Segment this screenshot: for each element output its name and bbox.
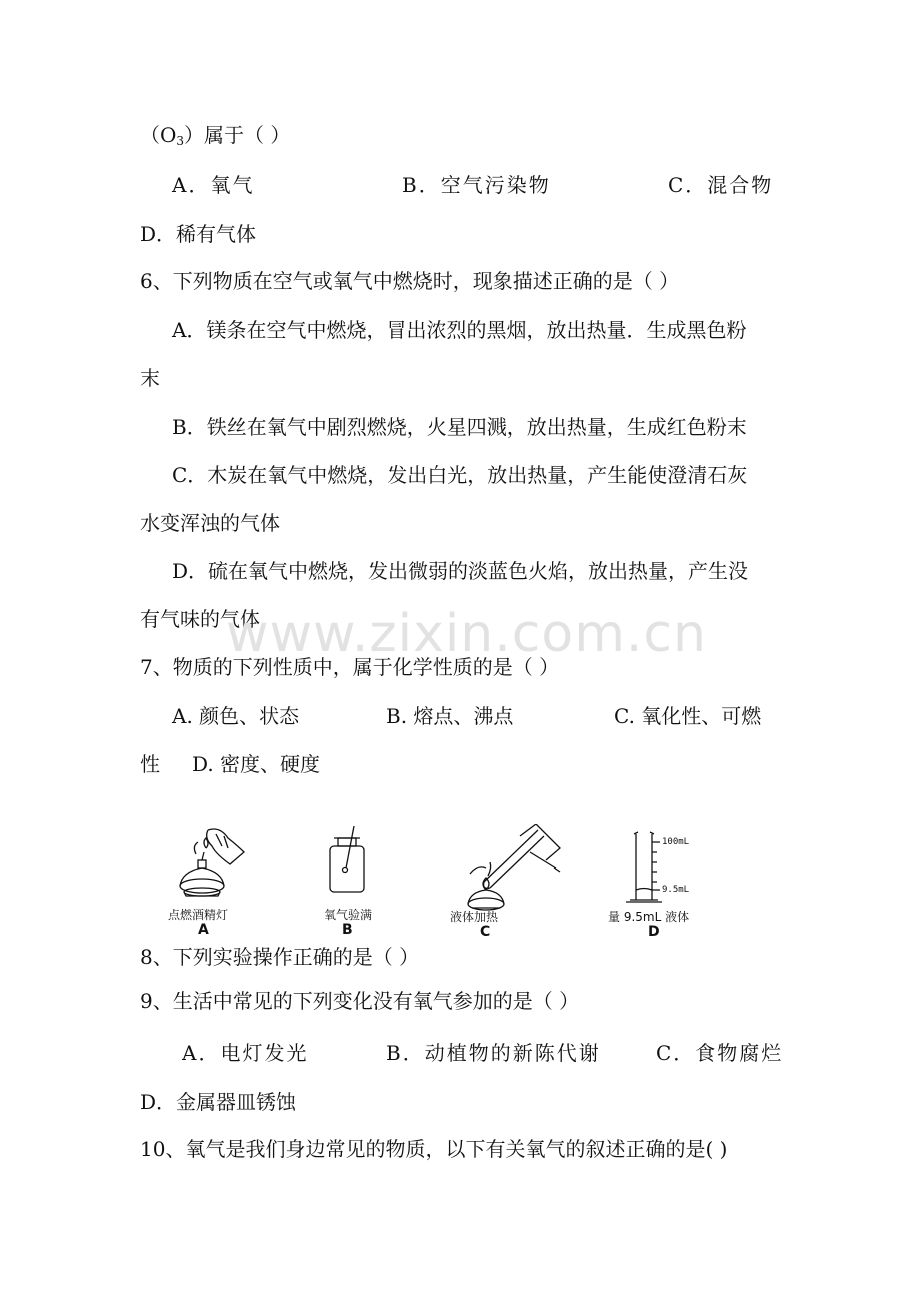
q6-option-d-line1: D．硫在氧气中燃烧，发出微弱的淡蓝色火焰，放出热量，产生没 [172,559,749,583]
q6-stem: 6、下列物质在空气或氧气中燃烧时，现象描述正确的是（ ） [140,269,680,293]
q9-option-c: C．食物腐烂 [656,1041,784,1065]
q5-stem-post: ）属于（ ） [184,123,291,147]
q6-option-c-line1: C．木炭在氧气中燃烧，发出白光，放出热量，产生能使澄清石灰 [172,463,748,487]
label-c: C [480,924,491,940]
watermark: www.zixin.com.cn [226,604,707,664]
q5-option-b: B．空气污染物 [402,173,551,197]
label-a: A [198,922,209,938]
q9-stem: 9、生活中常见的下列变化没有氧气参加的是（ ） [140,989,580,1013]
q9-option-d: D．金属器皿锈蚀 [140,1090,297,1114]
q8-figure [168,824,728,944]
q5-option-a: A．氧气 [172,173,255,197]
q7-option-c: C. 氧化性、可燃 [614,704,762,728]
q7-option-a: A. 颜色、状态 [172,704,300,728]
q8-stem: 8、下列实验操作正确的是（ ） [140,945,420,969]
caption-b: 氧气验满 [324,908,373,922]
lab-apparatus-drawings [168,824,728,944]
q9-option-a: A．电灯发光 [182,1041,309,1065]
graduated-cylinder-drawing [626,832,662,902]
q9-option-b: B．动植物的新陈代谢 [386,1041,601,1065]
q5-stem-subscript: 3 [176,134,185,148]
q10-stem: 10、氧气是我们身边常见的物质，以下有关氧气的叙述正确的是( ) [140,1137,728,1161]
caption-d: 量 9.5mL 液体 [608,910,690,924]
q7-stem: 7、物质的下列性质中，属于化学性质的是（ ） [140,655,560,679]
q5-option-c: C．混合物 [668,173,774,197]
q6-option-d-line2: 有气味的气体 [140,607,260,631]
q7-option-d: D. 密度、硬度 [192,752,321,776]
label-b: B [342,922,353,938]
q6-option-a-line1: A．镁条在空气中燃烧，冒出浓烈的黑烟，放出热量．生成黑色粉 [172,318,747,342]
q5-option-d: D．稀有气体 [140,222,257,246]
q6-option-a-line2: 末 [140,366,160,390]
alcohol-lamp-drawing [180,829,244,896]
label-d: D [648,924,660,940]
q7-option-b: B. 熔点、沸点 [386,704,514,728]
q5-stem-pre: （O [140,123,177,147]
q6-option-c-line2: 水变浑浊的气体 [140,511,280,535]
liquid-heating-drawing [468,824,560,910]
caption-a: 点燃酒精灯 [168,908,229,922]
q5-stem [140,122,290,154]
cylinder-scale-top: 100mL [662,837,690,847]
q7-option-c-cont: 性 [140,752,160,776]
q6-option-b: B．铁丝在氧气中剧烈燃烧，火星四溅，放出热量，生成红色粉末 [172,415,747,439]
caption-c: 液体加热 [450,910,499,924]
gas-bottle-drawing [330,826,364,892]
cylinder-scale-bottom: 9.5mL [662,885,690,895]
